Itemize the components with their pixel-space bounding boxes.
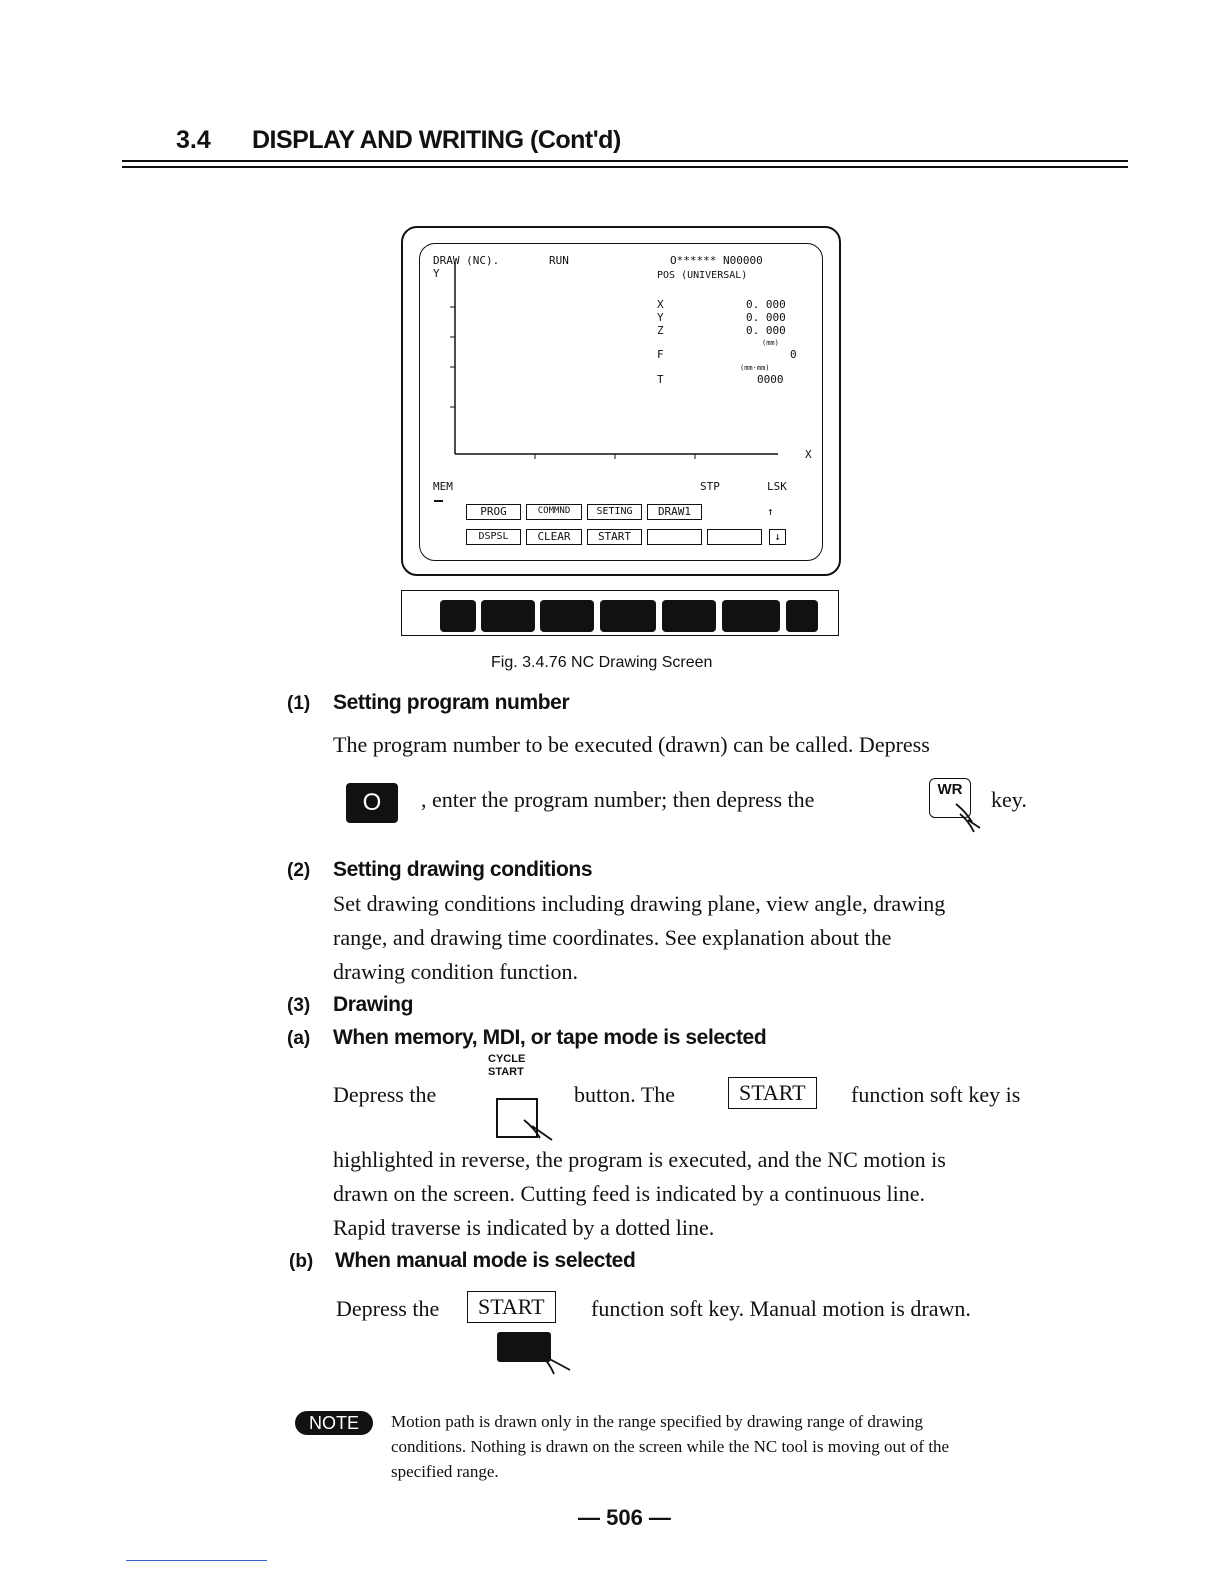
panel-key-5[interactable]: [662, 600, 716, 632]
tool-label: T: [657, 373, 664, 386]
wr-key-icon: WR: [929, 778, 971, 818]
panel-key-6[interactable]: [722, 600, 780, 632]
header-rule-top: [122, 160, 1128, 162]
axis-z-label: Z: [657, 324, 664, 337]
softkey-blank-2[interactable]: [707, 529, 762, 545]
heading-memory-mdi-tape: When memory, MDI, or tape mode is selected: [333, 1026, 767, 1049]
page-number: — 506 —: [578, 1505, 671, 1530]
arrow-up-icon: ↑: [767, 505, 774, 518]
item-letter-b: (b): [289, 1251, 314, 1272]
s1-paragraph: The program number to be executed (drawn) can be called. Depress: [333, 732, 930, 757]
tool-value: 0000: [757, 373, 784, 386]
note-line-2: conditions. Nothing is drawn on the screen while the NC tool is moving out of the: [391, 1437, 950, 1456]
note-text: [391, 1409, 1091, 1484]
start-softkey-label: [728, 1076, 817, 1110]
start-softkey-label-2: [467, 1290, 556, 1324]
s2-line-3: drawing condition function.: [333, 959, 579, 984]
softkey-start[interactable]: START: [587, 529, 642, 545]
feed-label: F: [657, 348, 664, 361]
panel-key-7[interactable]: [786, 600, 818, 632]
softkey-clear[interactable]: CLEAR: [526, 529, 582, 545]
start-softkey-box-2: START: [467, 1291, 556, 1323]
item-number-3: (3): [287, 995, 311, 1016]
screen-x-axis-label: X: [805, 448, 812, 461]
header-rule-bottom: [122, 166, 1128, 168]
footer-line: [126, 1560, 267, 1561]
item-number-1: (1): [287, 693, 311, 714]
s2-line-2: range, and drawing time coordinates. See explanation about the: [333, 925, 892, 950]
start-softkey-box: START: [728, 1077, 817, 1109]
cycle-start-label-1: CYCLE: [488, 1053, 526, 1065]
axis-y-label: Y: [657, 311, 664, 324]
softkey-commnd[interactable]: COMMND: [526, 504, 582, 520]
softkey-draw1[interactable]: DRAW1: [647, 504, 702, 520]
axis-z-value: 0. 000: [746, 324, 786, 337]
sa-line-2: highlighted in reverse, the program is executed, and the NC motion is: [333, 1147, 946, 1172]
softkey-prog[interactable]: PROG: [466, 504, 521, 520]
unit-feed-label: (mm·mm): [740, 364, 770, 372]
screen-y-axis-label: Y: [433, 267, 440, 280]
screen-pos-label: POS (UNIVERSAL): [657, 270, 748, 281]
panel-key-2[interactable]: [481, 600, 535, 632]
sa-button-text: button. The: [574, 1082, 676, 1107]
unit-mm-label: (mm): [762, 339, 779, 347]
heading-manual-mode: When manual mode is selected: [335, 1249, 636, 1272]
axis-x-label: X: [657, 298, 664, 311]
sa-depress-text: Depress the: [333, 1082, 437, 1107]
panel-key-1[interactable]: [440, 600, 476, 632]
heading-drawing: Drawing: [333, 993, 414, 1016]
pointing-hand-icon-3: [530, 1344, 576, 1384]
screen-run-status: RUN: [549, 254, 569, 267]
note-line-1: Motion path is drawn only in the range specified by drawing range of drawing: [391, 1412, 924, 1431]
screen-program-readout: O****** N00000: [670, 254, 763, 267]
item-letter-a: (a): [287, 1028, 311, 1049]
s1-enter-text: , enter the program number; then depress the: [421, 787, 815, 812]
pointing-hand-icon: [952, 800, 986, 836]
screen-mode-label: DRAW (NC).: [433, 254, 500, 267]
softkey-blank-1[interactable]: [647, 529, 702, 545]
s2-line-1: Set drawing conditions including drawing plane, view angle, drawing: [333, 891, 946, 916]
heading-setting-program-number: Setting program number: [333, 691, 570, 714]
s1-key-text: key.: [991, 787, 1027, 812]
screen-mem-mode: MEM: [433, 480, 453, 493]
screen-lsk-status: LSK: [767, 480, 787, 493]
sa-softkey-text: function soft key is: [851, 1082, 1021, 1107]
cursor-mark: [434, 500, 443, 502]
note-badge: NOTE: [295, 1411, 373, 1435]
screen-stp-status: STP: [700, 480, 720, 493]
section-number: 3.4: [176, 126, 211, 154]
pointing-hand-icon-2: [520, 1116, 560, 1146]
item-number-2: (2): [287, 860, 311, 881]
axis-y-value: 0. 000: [746, 311, 786, 324]
note-line-3: specified range.: [391, 1462, 499, 1481]
heading-setting-drawing-conditions: Setting drawing conditions: [333, 858, 593, 881]
o-key-icon: O: [346, 783, 398, 823]
panel-key-3[interactable]: [540, 600, 594, 632]
sa-line-3: drawn on the screen. Cutting feed is indicated by a continuous line.: [333, 1181, 926, 1206]
sa-line-4: Rapid traverse is indicated by a dotted line.: [333, 1215, 715, 1240]
softkey-seting[interactable]: SETING: [587, 504, 642, 520]
axis-x-value: 0. 000: [746, 298, 786, 311]
sb-softkey-text: function soft key. Manual motion is drawn.: [591, 1296, 971, 1321]
arrow-down-key[interactable]: ↓: [769, 529, 786, 545]
feed-value: 0: [790, 348, 797, 361]
cycle-start-label-2: START: [488, 1066, 524, 1078]
panel-key-4[interactable]: [600, 600, 656, 632]
sb-depress-text: Depress the: [336, 1296, 440, 1321]
figure-caption: Fig. 3.4.76 NC Drawing Screen: [491, 654, 713, 671]
section-title: DISPLAY AND WRITING (Cont'd): [252, 126, 621, 154]
softkey-dspsl[interactable]: DSPSL: [466, 529, 521, 545]
